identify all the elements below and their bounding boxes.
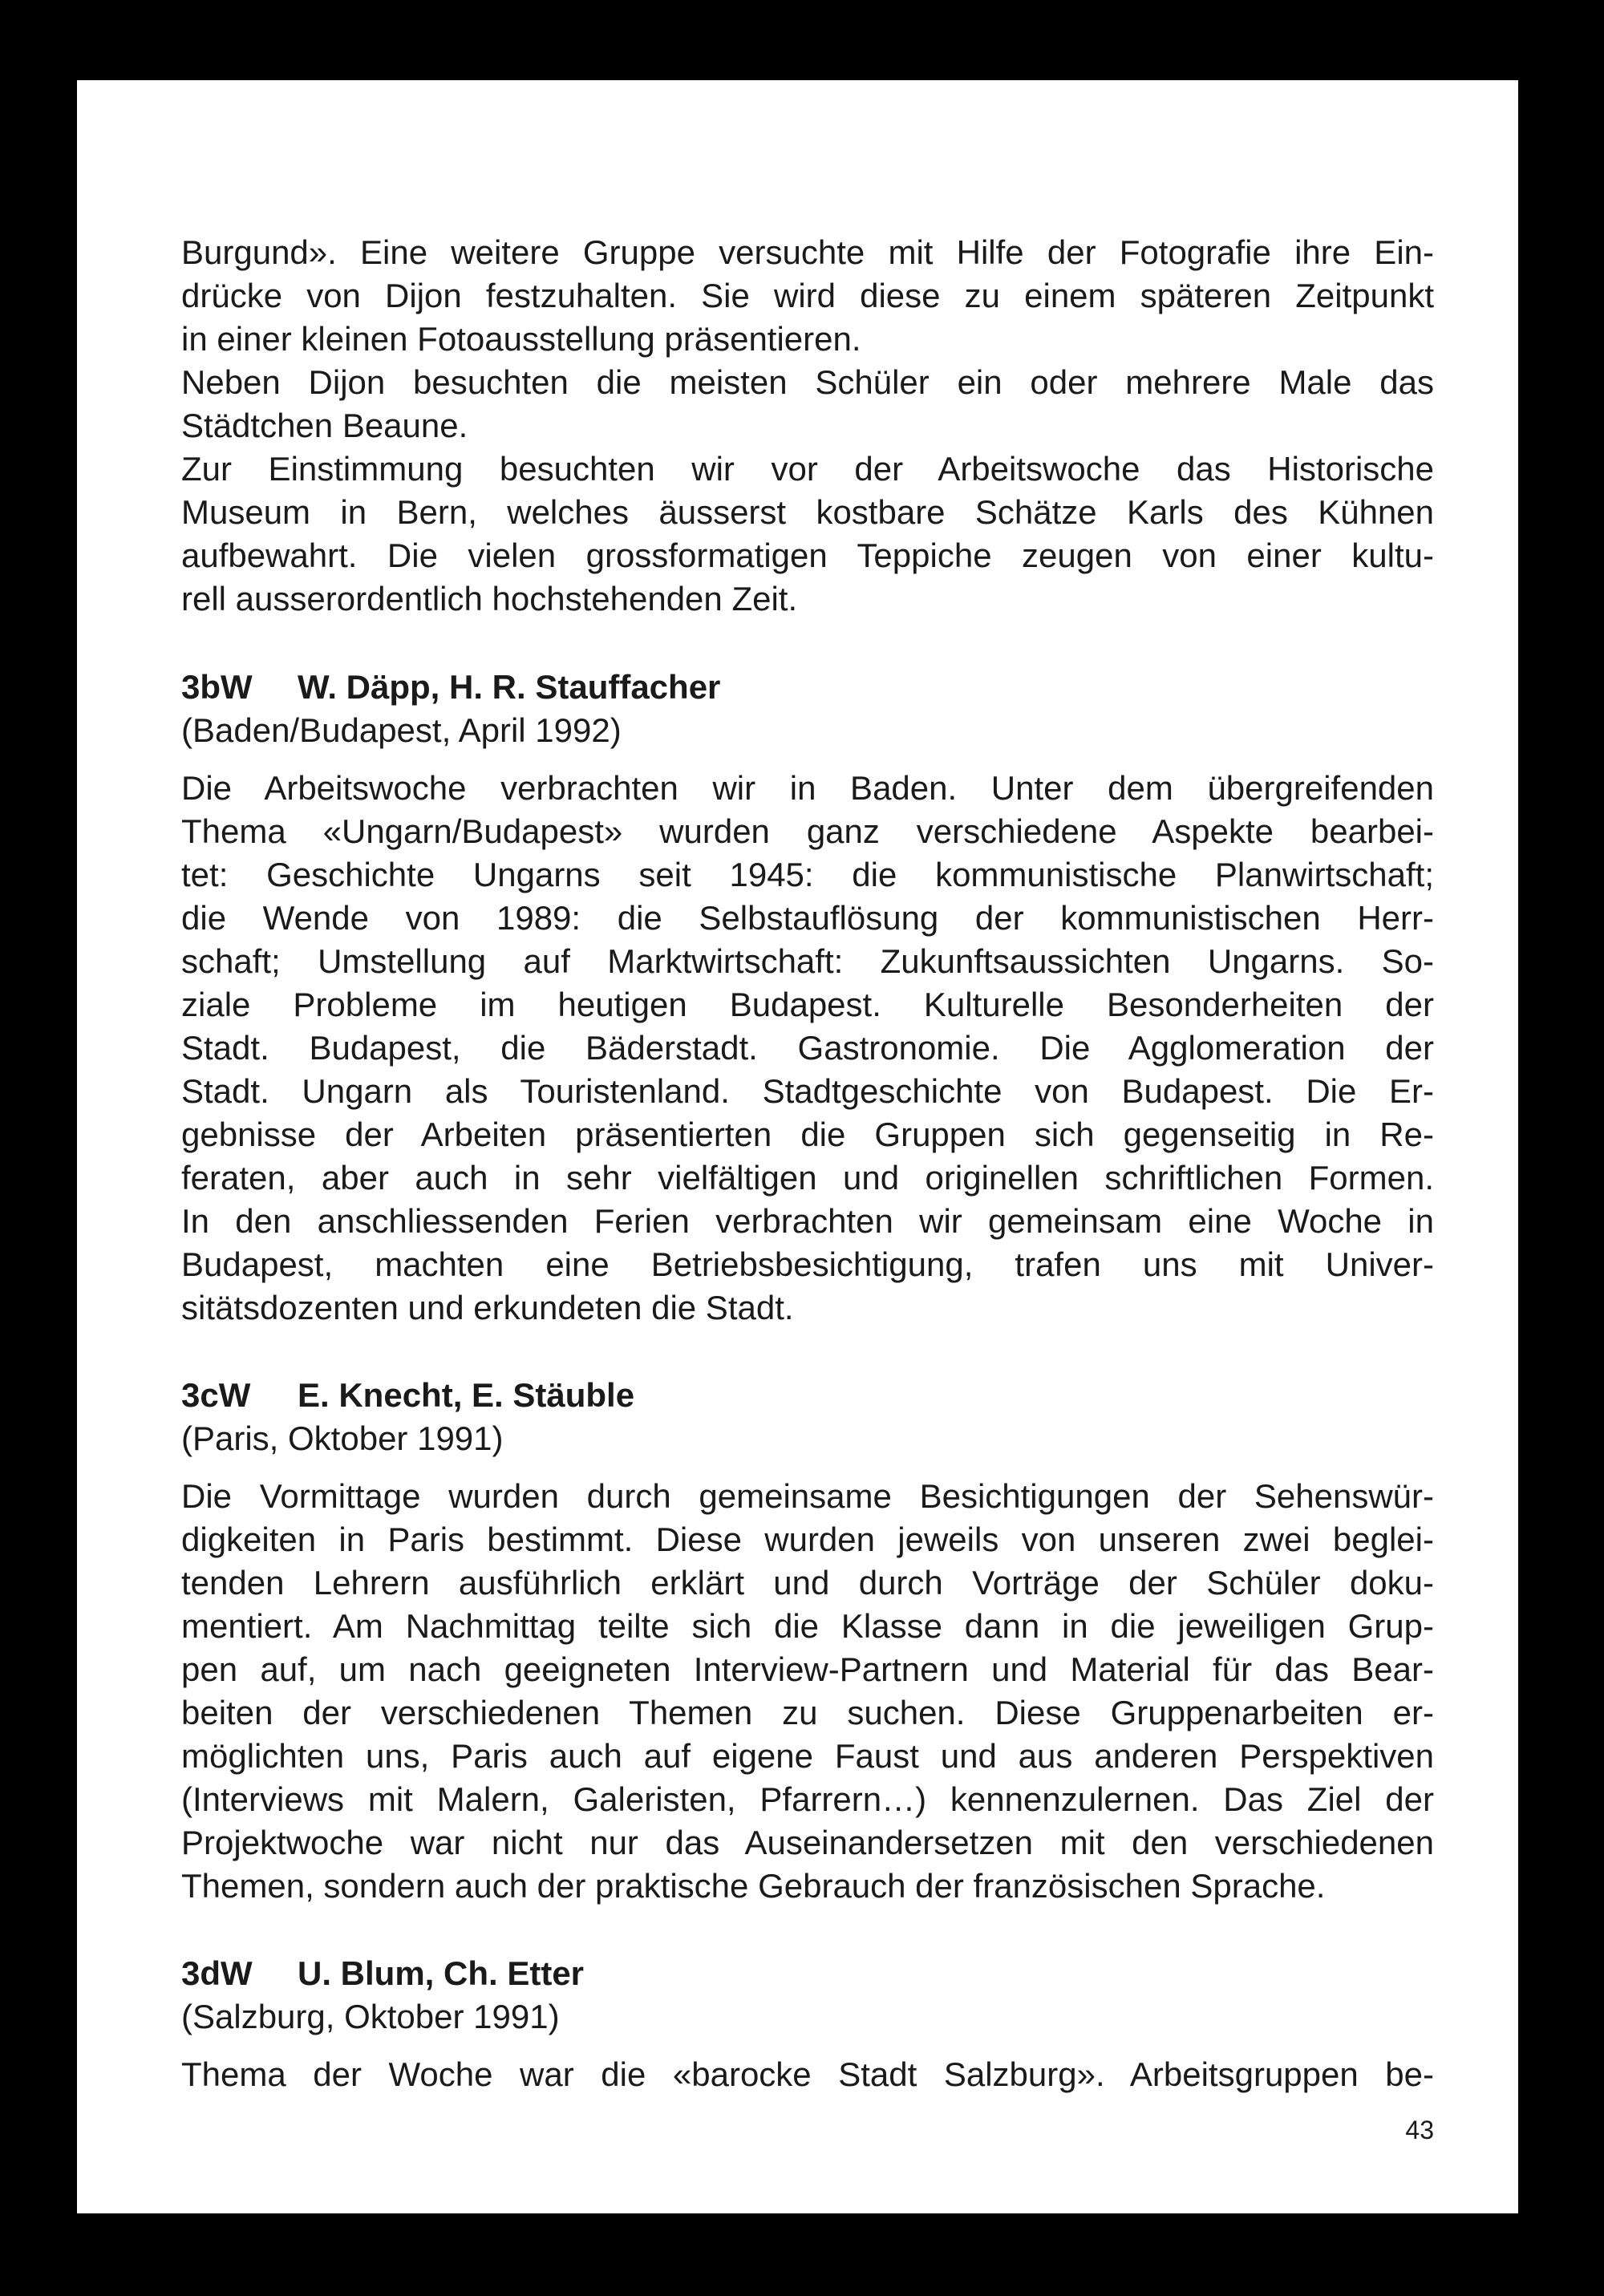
teacher-names: U. Blum, Ch. Etter	[298, 1954, 585, 1992]
text-line: sitätsdozenten und erkundeten die Stadt.	[181, 1289, 794, 1326]
trip-info: (Baden/Budapest, April 1992)	[181, 711, 622, 749]
text-line: feraten, aber auch in sehr vielfältigen und originellen schriftlichen Formen.	[181, 1159, 1434, 1197]
text-line: Budapest, machten eine Betriebsbesichtigung, trafen uns mit Univer-	[181, 1245, 1434, 1283]
text-line: gebnisse der Arbeiten präsentierten die Gruppen sich gegenseitig in Re-	[181, 1116, 1434, 1153]
section-body	[181, 2053, 1434, 2096]
text-line: Burgund». Eine weitere Gruppe versuchte mit Hilfe der Fotografie ihre Ein-	[181, 233, 1434, 271]
text-line: pen auf, um nach geeigneten Interview-Partnern und Material für das Bear-	[181, 1650, 1434, 1688]
text-line: Projektwoche war nicht nur das Auseinandersetzen mit den verschiedenen	[181, 1824, 1434, 1861]
text-line: Thema der Woche war die «barocke Stadt Salzburg». Arbeitsgruppen be-	[181, 2055, 1434, 2093]
text-line: tenden Lehrern ausführlich erklärt und durch Vorträge der Schüler doku-	[181, 1564, 1434, 1602]
text-line: Museum in Bern, welches äusserst kostbare Schätze Karls des Kühnen	[181, 493, 1434, 531]
text-line: Zur Einstimmung besuchten wir vor der Arbeitswoche das Historische	[181, 450, 1434, 488]
text-line: tet: Geschichte Ungarns seit 1945: die kommunistische Planwirtschaft;	[181, 856, 1434, 893]
text-line: möglichten uns, Paris auch auf eigene Faust und aus anderen Perspektiven	[181, 1737, 1434, 1775]
text-line: aufbewahrt. Die vielen grossformatigen Teppiche zeugen von einer kultu-	[181, 537, 1434, 574]
text-line: Themen, sondern auch der praktische Gebrauch der französischen Sprache.	[181, 1867, 1326, 1905]
intro-paragraph	[181, 231, 1434, 621]
text-line: (Interviews mit Malern, Galeristen, Pfarrern…) kennenzulernen. Das Ziel der	[181, 1780, 1434, 1818]
section-3cw	[181, 1374, 1434, 1908]
section-heading	[181, 666, 1434, 709]
text-line: mentiert. Am Nachmittag teilte sich die Klasse dann in die jeweiligen Grup-	[181, 1607, 1434, 1645]
section-3dw	[181, 1952, 1434, 2096]
text-line: rell ausserordentlich hochstehenden Zeit.	[181, 580, 798, 618]
teacher-names: E. Knecht, E. Stäuble	[298, 1376, 635, 1414]
text-line: Thema «Ungarn/Budapest» wurden ganz verschiedene Aspekte bearbei-	[181, 812, 1434, 850]
trip-info: (Salzburg, Oktober 1991)	[181, 1998, 560, 2035]
section-heading	[181, 1374, 1434, 1417]
page-number: 43	[1405, 2116, 1434, 2144]
page-content	[181, 231, 1434, 2096]
text-line: beiten der verschiedenen Themen zu suchen. Diese Gruppenarbeiten er-	[181, 1694, 1434, 1731]
text-line: In den anschliessenden Ferien verbrachten wir gemeinsam eine Woche in	[181, 1202, 1434, 1240]
class-code: 3dW	[181, 1954, 253, 1992]
teacher-names: W. Däpp, H. R. Stauffacher	[298, 668, 721, 706]
text-line: die Wende von 1989: die Selbstauflösung der kommunistischen Herr-	[181, 899, 1434, 937]
text-line: digkeiten in Paris bestimmt. Diese wurden jeweils von unseren zwei beglei-	[181, 1521, 1434, 1558]
text-line: schaft; Umstellung auf Marktwirtschaft: Zukunftsaussichten Ungarns. So-	[181, 942, 1434, 980]
section-body	[181, 767, 1434, 1330]
text-line: in einer kleinen Fotoausstellung präsentieren.	[181, 320, 861, 358]
text-line: Stadt. Ungarn als Touristenland. Stadtgeschichte von Budapest. Die Er-	[181, 1072, 1434, 1110]
text-line: Die Arbeitswoche verbrachten wir in Baden. Unter dem übergreifenden	[181, 769, 1434, 807]
text-line: Die Vormittage wurden durch gemeinsame Besichtigungen der Sehenswür-	[181, 1477, 1434, 1515]
class-code: 3cW	[181, 1376, 251, 1414]
section-body	[181, 1475, 1434, 1908]
text-line: drücke von Dijon festzuhalten. Sie wird diese zu einem späteren Zeitpunkt	[181, 277, 1434, 314]
section-3bw	[181, 666, 1434, 1330]
section-heading	[181, 1952, 1434, 1995]
text-line: ziale Probleme im heutigen Budapest. Kulturelle Besonderheiten der	[181, 986, 1434, 1023]
trip-info: (Paris, Oktober 1991)	[181, 1419, 504, 1457]
text-line: Städtchen Beaune.	[181, 407, 468, 444]
document-page	[77, 80, 1518, 2213]
text-line: Neben Dijon besuchten die meisten Schüler ein oder mehrere Male das	[181, 363, 1434, 401]
class-code: 3bW	[181, 668, 253, 706]
text-line: Stadt. Budapest, die Bäderstadt. Gastronomie. Die Agglomeration der	[181, 1029, 1434, 1067]
